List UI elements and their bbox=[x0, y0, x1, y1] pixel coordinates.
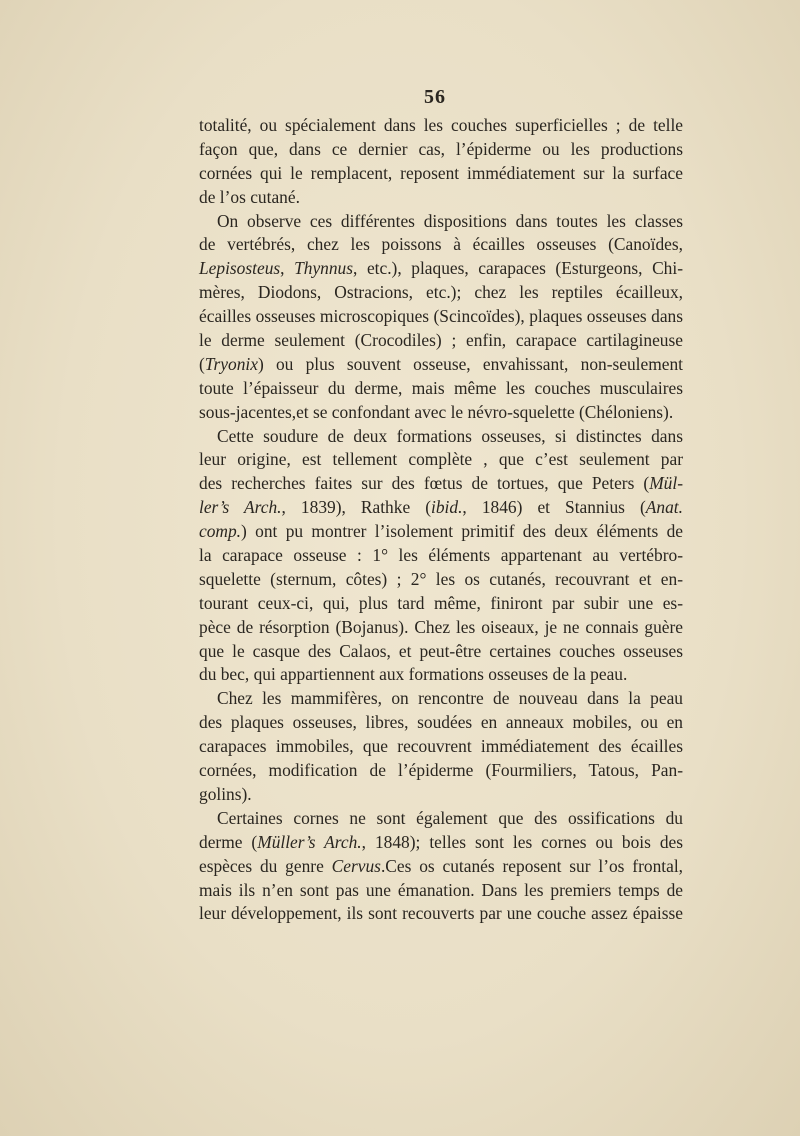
text-segment: On observe ces différentes dispositions dans toutes les classes bbox=[217, 210, 683, 231]
text-segment: cornées qui le remplacent, reposent immédiatement sur la surface bbox=[199, 162, 683, 183]
text-line bbox=[199, 616, 683, 640]
text-line bbox=[199, 257, 683, 281]
text-segment: , bbox=[280, 258, 295, 279]
text-segment: des recherches faites sur des fœtus de tortues, que Peters ( bbox=[199, 473, 650, 494]
italic-text: comp. bbox=[199, 521, 242, 542]
text-line bbox=[199, 210, 683, 234]
text-line bbox=[199, 448, 683, 472]
text-line bbox=[199, 879, 683, 903]
text-segment: mais ils n’en sont pas une émanation. Dans les premiers temps de bbox=[199, 879, 683, 900]
page-number: 56 bbox=[424, 86, 446, 108]
text-segment: tourant ceux-ci, qui, plus tard même, finiront par subir une es- bbox=[199, 592, 683, 613]
text-segment: pèce de résorption (Bojanus). Chez les oiseaux, je ne connais guère bbox=[199, 616, 683, 637]
text-line bbox=[199, 711, 683, 735]
italic-text: Mül- bbox=[649, 473, 683, 494]
text-segment: ) ont pu montrer l’isolement primitif des deux éléments de bbox=[241, 521, 683, 542]
text-segment: de l’os cutané. bbox=[199, 186, 300, 207]
text-segment: toute l’épaisseur du derme, mais même les couches musculaires bbox=[199, 377, 683, 398]
text-segment: , 1846) et Stannius ( bbox=[462, 497, 646, 518]
text-line bbox=[199, 544, 683, 568]
text-segment: , 1839), Rathke ( bbox=[281, 497, 432, 518]
text-line bbox=[199, 855, 683, 879]
body-text bbox=[199, 114, 683, 926]
text-line bbox=[199, 305, 683, 329]
italic-text: Thynnus bbox=[294, 258, 354, 279]
text-segment: Certaines cornes ne sont également que des ossifications du bbox=[217, 807, 683, 828]
text-line bbox=[199, 735, 683, 759]
text-line bbox=[199, 496, 683, 520]
text-segment: écailles osseuses microscopiques (Scincoïdes), plaques osseuses dans bbox=[199, 306, 683, 327]
text-segment: que le casque des Calaos, et peut-être certaines couches osseuses bbox=[199, 640, 683, 661]
text-segment: , etc.), plaques, carapaces (Esturgeons, Chi- bbox=[353, 258, 683, 279]
text-line bbox=[199, 663, 683, 687]
text-segment: ) ou plus souvent osseuse, envahissant, non-seulement bbox=[257, 353, 683, 374]
text-line bbox=[199, 759, 683, 783]
italic-text: ibid. bbox=[431, 497, 463, 518]
text-line bbox=[199, 807, 683, 831]
text-segment: le derme seulement (Crocodiles) ; enfin, carapace cartilagineuse bbox=[199, 330, 683, 351]
text-segment: des plaques osseuses, libres, soudées en anneaux mobiles, ou en bbox=[199, 712, 683, 733]
text-line bbox=[199, 568, 683, 592]
text-segment: , 1848); telles sont les cornes ou bois des bbox=[361, 831, 683, 852]
text-line bbox=[199, 831, 683, 855]
text-segment: leur origine, est tellement complète , que c’est seulement par bbox=[199, 449, 683, 470]
text-line bbox=[199, 401, 683, 425]
text-segment: .Ces os cutanés reposent sur l’os frontal, bbox=[380, 855, 683, 876]
italic-text: Lepisosteus bbox=[199, 258, 281, 279]
text-segment: derme ( bbox=[199, 831, 258, 852]
text-line bbox=[199, 186, 683, 210]
text-segment: golins). bbox=[199, 783, 252, 804]
italic-text: ler’s Arch. bbox=[199, 497, 282, 518]
text-line bbox=[199, 592, 683, 616]
text-line bbox=[199, 783, 683, 807]
italic-text: Tryonix bbox=[204, 353, 258, 374]
text-line bbox=[199, 520, 683, 544]
text-line bbox=[199, 902, 683, 926]
text-segment: sous-jacentes,et se confondant avec le névro-squelette (Chéloniens). bbox=[199, 401, 674, 422]
text-segment: carapaces immobiles, que recouvrent immédiatement des écailles bbox=[199, 736, 683, 757]
text-line bbox=[199, 162, 683, 186]
text-line bbox=[199, 329, 683, 353]
text-line bbox=[199, 353, 683, 377]
text-segment: du bec, qui appartiennent aux formations osseuses de la peau. bbox=[199, 664, 628, 685]
text-line bbox=[199, 377, 683, 401]
text-segment: de vertébrés, chez les poissons à écailles osseuses (Canoïdes, bbox=[199, 234, 683, 255]
text-segment: la carapace osseuse : 1° les éléments appartenant au vertébro- bbox=[199, 545, 683, 566]
italic-text: Müller’s Arch. bbox=[257, 831, 362, 852]
text-segment: ( bbox=[199, 353, 205, 374]
text-segment: squelette (sternum, côtes) ; 2° les os cutanés, recouvrant et en- bbox=[199, 568, 683, 589]
text-line bbox=[199, 687, 683, 711]
text-segment: espèces du genre bbox=[199, 855, 332, 876]
text-segment: Chez les mammifères, on rencontre de nouveau dans la peau bbox=[217, 688, 683, 709]
text-segment: Cette soudure de deux formations osseuses, si distinctes dans bbox=[217, 425, 683, 446]
text-segment: totalité, ou spécialement dans les couches superficielles ; de telle bbox=[199, 115, 683, 135]
text-segment: cornées, modification de l’épiderme (Fourmiliers, Tatous, Pan- bbox=[199, 760, 683, 781]
text-line bbox=[199, 233, 683, 257]
text-line bbox=[199, 114, 683, 138]
italic-text: Anat. bbox=[645, 497, 683, 518]
italic-text: Cervus bbox=[331, 855, 381, 876]
text-line bbox=[199, 472, 683, 496]
text-segment: façon que, dans ce dernier cas, l’épiderme ou les productions bbox=[199, 138, 683, 159]
text-line bbox=[199, 640, 683, 664]
text-line bbox=[199, 138, 683, 162]
text-line bbox=[199, 425, 683, 449]
text-segment: mères, Diodons, Ostracions, etc.); chez les reptiles écailleux, bbox=[199, 282, 683, 303]
text-segment: leur développement, ils sont recouverts par une couche assez épaisse bbox=[199, 903, 683, 924]
text-line bbox=[199, 281, 683, 305]
